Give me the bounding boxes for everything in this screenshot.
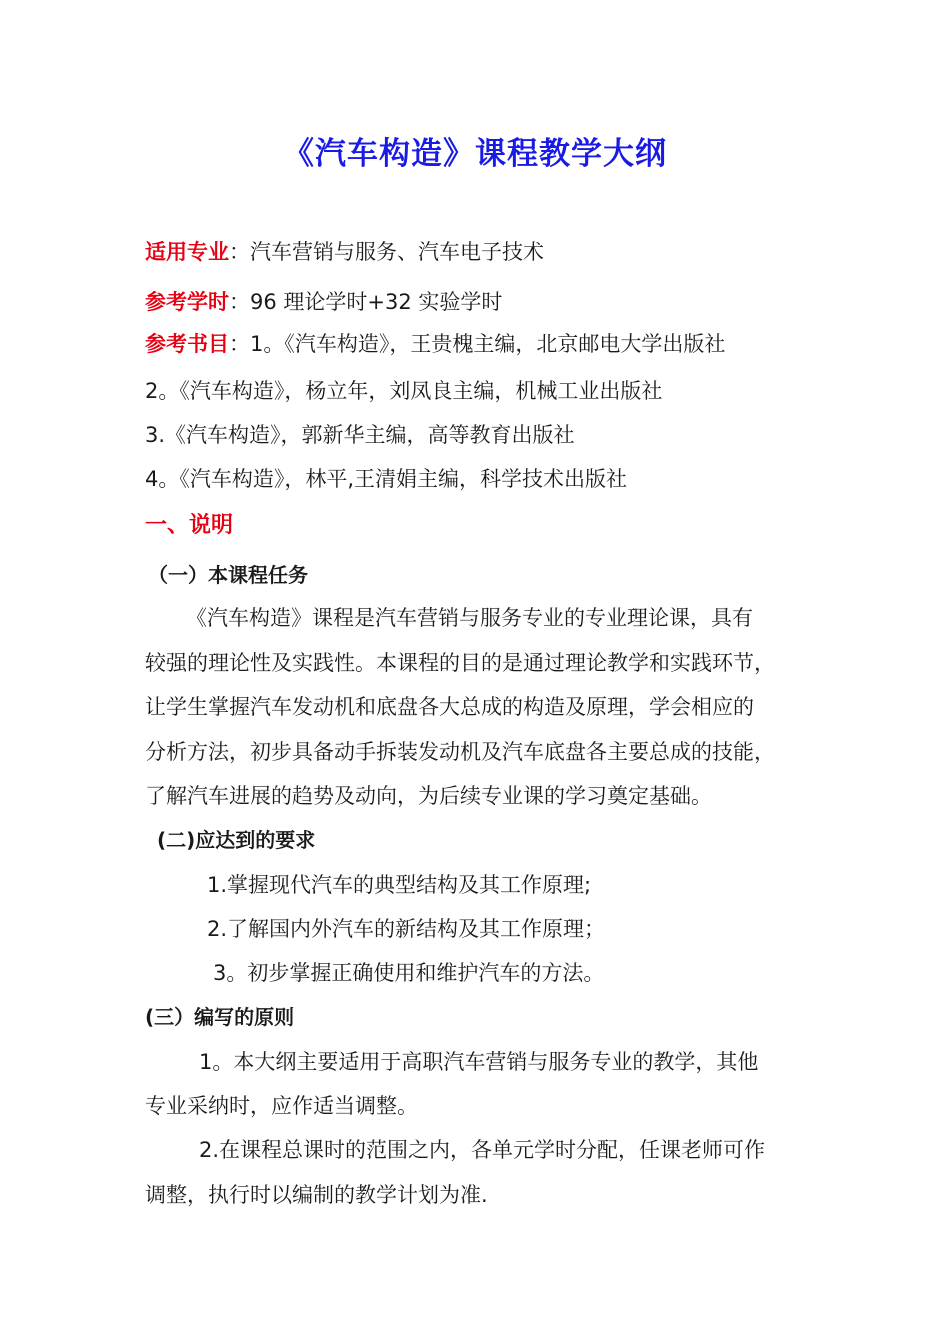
subsection-3-heading: (三）编写的原则	[145, 1005, 295, 1029]
paragraph-line: 《汽车构造》课程是汽车营销与服务专业的专业理论课，具有	[186, 606, 753, 630]
hours-separator: ：	[229, 290, 250, 314]
hours-line	[145, 288, 502, 316]
subsection-2-heading: (二)应达到的要求	[157, 828, 316, 852]
major-label: 适用专业	[145, 240, 229, 264]
requirement-item: 1.掌握现代汽车的典型结构及其工作原理;	[207, 873, 592, 897]
book-2: 2。《汽车构造》，杨立年，刘凤良主编，机械工业出版社	[145, 379, 663, 403]
book-4: 4。《汽车构造》，林平,王清娟主编，科学技术出版社	[145, 467, 628, 491]
hours-label: 参考学时	[145, 290, 229, 314]
books-label: 参考书目	[145, 332, 229, 356]
hours-value: 96 理论学时+32 实验学时	[250, 290, 503, 314]
principle-line: 1。本大纲主要适用于高职汽车营销与服务专业的教学，其他	[199, 1050, 759, 1074]
major-value: 汽车营销与服务、汽车电子技术	[250, 240, 544, 264]
document-title: 《汽车构造》课程教学大纲	[283, 136, 667, 172]
requirement-item: 2.了解国内外汽车的新结构及其工作原理；	[207, 917, 606, 941]
paragraph-line: 了解汽车进展的趋势及动向，为后续专业课的学习奠定基础。	[145, 784, 712, 808]
major-separator: ：	[229, 240, 250, 264]
paragraph-line: 让学生掌握汽车发动机和底盘各大总成的构造及原理，学会相应的	[145, 695, 754, 719]
books-separator: ：	[229, 332, 250, 356]
books-line	[145, 330, 725, 358]
principle-line: 2.在课程总课时的范围之内，各单元学时分配，任课老师可作	[199, 1138, 766, 1162]
section-1-heading: 一、说明	[145, 513, 234, 538]
requirement-item: 3。初步掌握正确使用和维护汽车的方法。	[213, 961, 605, 985]
paragraph-line: 较强的理论性及实践性。本课程的目的是通过理论教学和实践环节，	[145, 651, 775, 675]
principle-line: 调整，执行时以编制的教学计划为准.	[145, 1183, 488, 1207]
principle-line: 专业采纳时，应作适当调整。	[145, 1094, 418, 1118]
book-1: 1。《汽车构造》，王贵槐主编，北京邮电大学出版社	[250, 332, 726, 356]
subsection-1-heading: （一）本课程任务	[148, 563, 308, 587]
paragraph-line: 分析方法，初步具备动手拆装发动机及汽车底盘各主要总成的技能，	[145, 740, 775, 764]
book-3: 3.《汽车构造》，郭新华主编，高等教育出版社	[145, 423, 575, 447]
major-line	[145, 238, 544, 266]
